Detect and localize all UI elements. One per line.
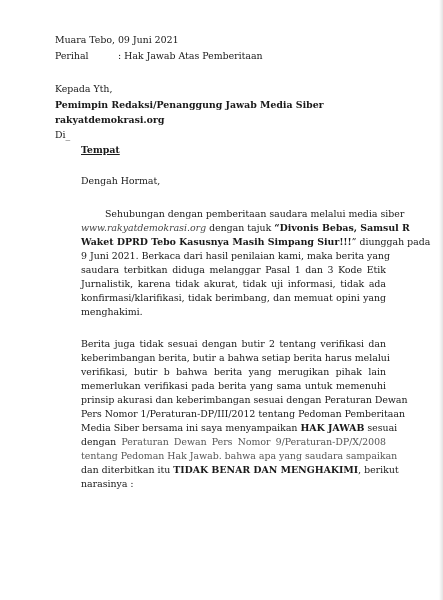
place-date: Muara Tebo, 09 Juni 2021	[55, 35, 179, 46]
tempat-label: Tempat	[81, 145, 120, 156]
p1-line-3: Waket DPRD Tebo Kasusnya Masih Simpang Siur!!!” diunggah pada	[81, 237, 431, 248]
di-label: Di_	[55, 130, 71, 141]
p2-line-8: dengan Peraturan Dewan Pers Nomor 9/Peraturan-DP/X/2008	[81, 437, 387, 448]
kepada-yth: Kepada Yth,	[55, 84, 113, 95]
p2-line-10: dan diterbitkan itu TIDAK BENAR DAN MENGHAKIMI, berikut	[81, 465, 399, 476]
p2-line-2: keberimbangan berita, butir a bahwa setiap berita harus melalui	[81, 353, 390, 364]
recipient-title: Pemimpin Redaksi/Penanggung Jawab Media Siber	[55, 100, 324, 111]
p2-line-6: Pers Nomor 1/Peraturan-DP/III/2012 tentang Pedoman Pemberitaan	[81, 409, 405, 420]
p2-line-9: tentang Pedoman Hak Jawab. bahwa apa yang saudara sampaikan	[81, 451, 398, 462]
perihal-label: Perihal	[55, 51, 89, 62]
p1-line-5: saudara terbitkan diduga melanggar Pasal 1 dan 3 Kode Etik	[81, 265, 386, 276]
greeting: Dengah Hormat,	[81, 176, 161, 187]
perihal-value: : Hak Jawab Atas Pemberitaan	[118, 51, 263, 62]
p1-line-4: 9 Juni 2021. Berkaca dari hasil penilaian kami, maka berita yang	[81, 251, 390, 262]
p1-line-8: menghakimi.	[81, 307, 143, 318]
p2-line-1: Berita juga tidak sesuai dengan butir 2 tentang verifikasi dan	[81, 339, 386, 350]
p1-line-6: Jurnalistik, karena tidak akurat, tidak uji informasi, tidak ada	[81, 279, 386, 290]
p2-line-4: memerlukan verifikasi pada berita yang sama untuk memenuhi	[81, 381, 386, 392]
p2-line-11: narasinya :	[81, 479, 134, 490]
p1-line-1: Sehubungan dengan pemberitaan saudara melalui media siber	[105, 209, 405, 220]
page-edge	[439, 0, 443, 600]
p1-line-2: www.rakyatdemokrasi.org dengan tajuk “Divonis Bebas, Samsul R	[81, 223, 410, 234]
recipient-site: rakyatdemokrasi.org	[55, 115, 165, 126]
p2-line-5: prinsip akurasi dan keberimbangan sesuai dengan Peraturan Dewan	[81, 395, 408, 406]
p1-line-7: konfirmasi/klarifikasi, tidak berimbang, dan memuat opini yang	[81, 293, 386, 304]
p2-line-3: verifikasi, butir b bahwa berita yang merugikan pihak lain	[81, 367, 386, 378]
p2-line-7: Media Siber bersama ini saya menyampaikan HAK JAWAB sesuai	[81, 423, 398, 434]
